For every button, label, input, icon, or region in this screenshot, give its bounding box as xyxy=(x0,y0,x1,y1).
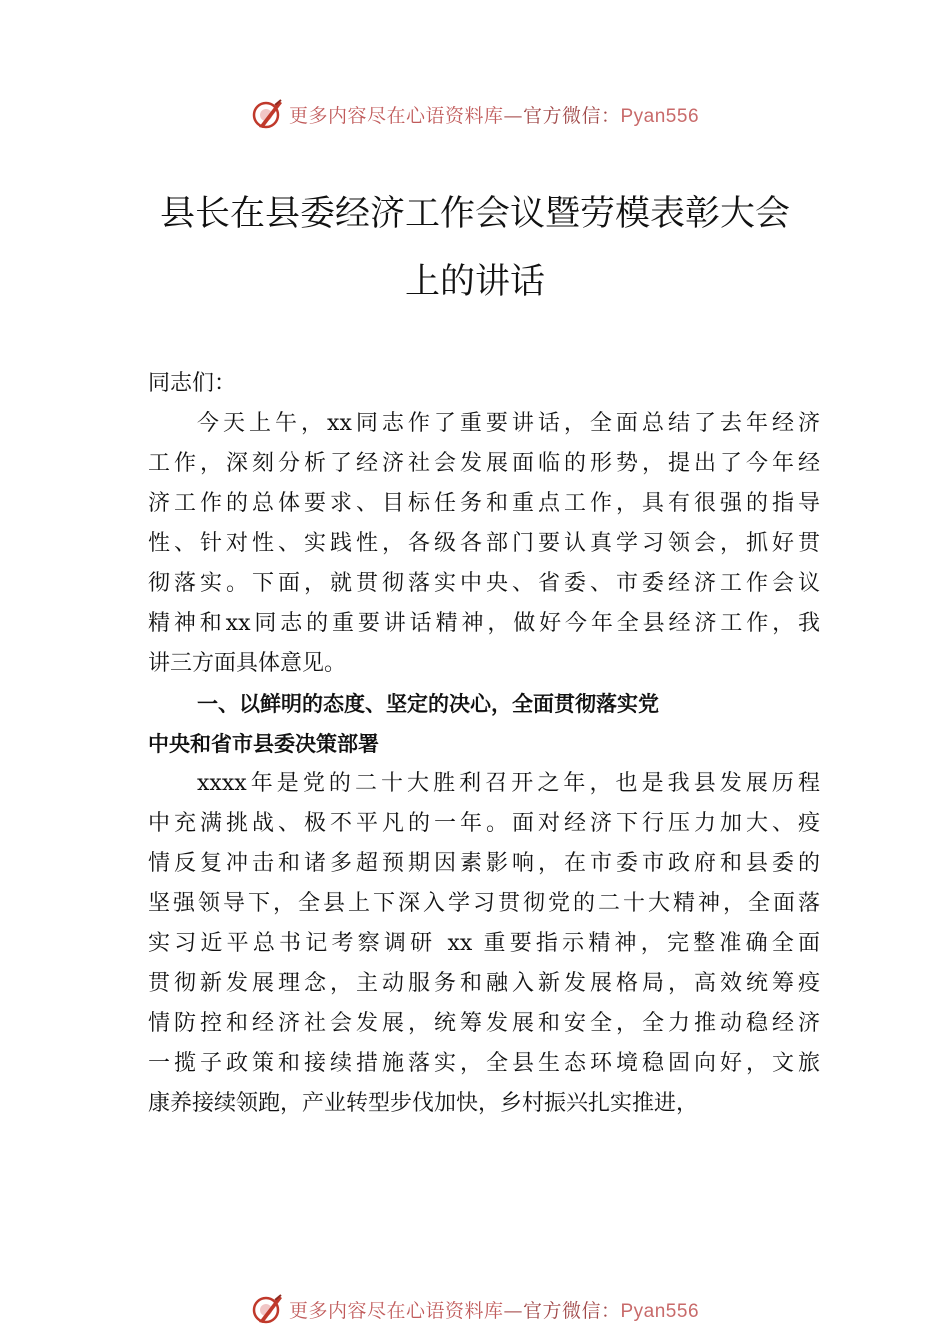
paragraph-line: 工作，深刻分析了经济社会发展面临的形势，提出了今年经 xyxy=(148,451,820,476)
paragraph-line: 坚强领导下，全县上下深入学习贯彻党的二十大精神，全面落 xyxy=(148,891,820,916)
watermark-text xyxy=(289,101,699,128)
paragraph-line: 彻落实。下面，就贯彻落实中央、省委、市委经济工作会议 xyxy=(148,571,820,596)
paragraph-line: 济工作的总体要求、目标任务和重点工作，具有很强的指导 xyxy=(148,491,820,516)
paragraph-line: 贯彻新发展理念，主动服务和融入新发展格局，高效统筹疫 xyxy=(148,971,820,996)
salutation: 同志们： xyxy=(148,371,237,396)
quill-pen-logo-icon xyxy=(251,1292,285,1326)
watermark-wechat-id: Pyan556 xyxy=(620,105,700,127)
paragraph-line: 情反复冲击和诸多超预期因素影响，在市委市政府和县委的 xyxy=(148,851,820,876)
watermark-wechat-label: 官方微信： xyxy=(522,104,621,127)
paragraph-line: 性、针对性、实践性，各级各部门要认真学习领会，抓好贯 xyxy=(148,531,820,556)
quill-pen-logo-icon xyxy=(251,97,285,131)
paragraph-line: 中充满挑战、极不平凡的一年。面对经济下行压力加大、疫 xyxy=(148,811,820,836)
watermark-prefix: 更多内容尽在心语资料库 xyxy=(288,104,504,127)
section-heading-1 xyxy=(148,684,820,764)
paragraph-line: 今天上午，xx同志作了重要讲话，全面总结了去年经济 xyxy=(197,411,820,436)
footer-watermark-banner xyxy=(0,1289,950,1329)
document-title-line-2: 上的讲话 xyxy=(404,262,545,302)
paragraph-1 xyxy=(148,404,820,684)
watermark-wechat-label: 官方微信： xyxy=(522,1299,621,1322)
heading-line: 一、以鲜明的态度、坚定的决心，全面贯彻落实党 xyxy=(197,692,659,716)
paragraph-2 xyxy=(148,764,820,1124)
watermark-dash: — xyxy=(503,1299,523,1322)
document-body xyxy=(148,364,820,1124)
document-title-line-1: 县长在县委经济工作会议暨劳模表彰大会 xyxy=(159,194,790,234)
paragraph-line: 情防控和经济社会发展，统筹发展和安全，全力推动稳经济 xyxy=(148,1011,820,1036)
paragraph-line: 精神和xx同志的重要讲话精神，做好今年全县经济工作，我 xyxy=(148,611,820,636)
paragraph-line: 一揽子政策和接续措施落实，全县生态环境稳固向好，文旅 xyxy=(148,1051,820,1076)
paragraph-line: 实习近平总书记考察调研 xx 重要指示精神，完整准确全面 xyxy=(148,931,820,956)
paragraph-line: 康养接续领跑，产业转型步伐加快，乡村振兴扎实推进， xyxy=(148,1091,699,1116)
watermark-wechat-id: Pyan556 xyxy=(620,1300,700,1322)
watermark-prefix: 更多内容尽在心语资料库 xyxy=(288,1299,504,1322)
header-watermark-banner xyxy=(0,94,950,134)
watermark-dash: — xyxy=(503,104,523,127)
heading-line: 中央和省市县委决策部署 xyxy=(148,732,379,756)
paragraph-line: xxxx年是党的二十大胜利召开之年，也是我县发展历程 xyxy=(197,771,820,796)
watermark-text xyxy=(289,1296,699,1323)
paragraph-line: 讲三方面具体意见。 xyxy=(148,651,347,676)
